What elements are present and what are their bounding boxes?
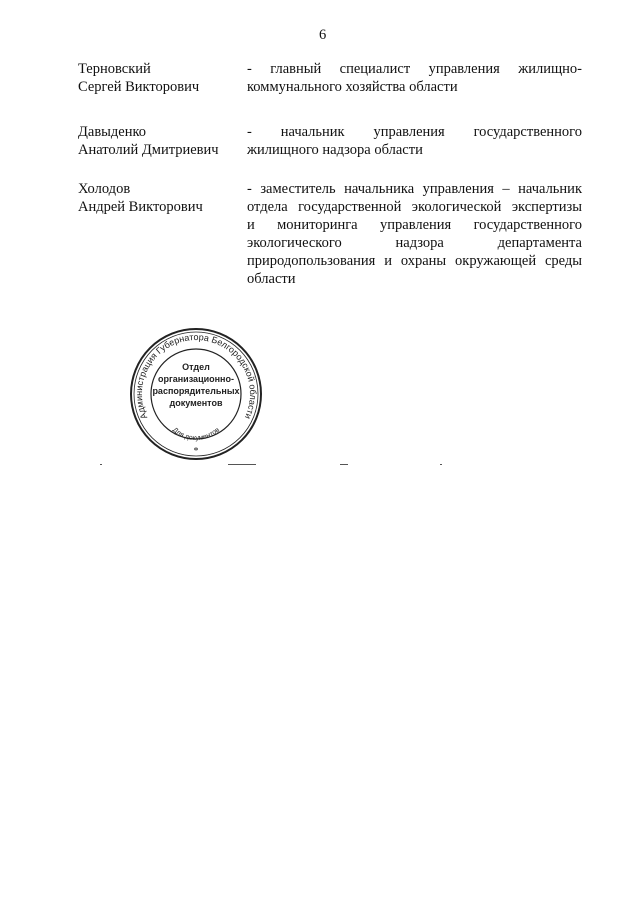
first-patronymic: Андрей Викторович: [78, 199, 203, 215]
desc-line: - начальник управления государственного: [247, 124, 582, 140]
scan-artifact-line: [228, 464, 256, 465]
official-stamp: [128, 326, 264, 462]
position-description: [247, 123, 582, 159]
first-patronymic: Анатолий Дмитриевич: [78, 142, 219, 158]
desc-line: отдела государственной экологической экспертизы: [247, 199, 582, 215]
stamp-line: организационно-: [157, 374, 235, 384]
person-name: [78, 123, 243, 159]
scan-artifact-line: [340, 464, 348, 465]
svg-text:Для документов: [171, 426, 221, 442]
surname: Давыденко: [78, 124, 147, 140]
person-name: [78, 60, 243, 96]
surname: Холодов: [78, 181, 131, 197]
desc-line: области: [247, 271, 296, 287]
stamp-line: документов: [169, 398, 223, 408]
desc-line: экологического надзора департамента: [247, 235, 582, 251]
desc-line: и мониторинга управления государственного: [247, 217, 582, 233]
first-patronymic: Сергей Викторович: [78, 79, 200, 95]
desc-line: - главный специалист управления жилищно-: [247, 61, 582, 77]
stamp-line: Отдел: [182, 362, 210, 372]
stamp-line: распорядительных: [152, 386, 240, 396]
desc-line: жилищного надзора области: [247, 142, 423, 158]
stamp-star: *: [193, 446, 199, 457]
desc-line: - заместитель начальника управления – начальник: [247, 181, 582, 197]
position-description: [247, 60, 582, 96]
surname: Терновский: [78, 61, 151, 77]
person-name: [78, 180, 243, 216]
desc-line: природопользования и охраны окружающей среды: [247, 253, 582, 269]
stamp-outer-text: Администрация Губернатора Белгородской области: [133, 331, 259, 421]
page-number: 6: [319, 27, 327, 43]
scan-artifact-dot: [100, 464, 102, 465]
scan-artifact-dot: [440, 464, 442, 465]
desc-line: коммунального хозяйства области: [247, 79, 458, 95]
position-description: [247, 180, 582, 288]
stamp-bottom-text: Для документов: [170, 426, 222, 443]
